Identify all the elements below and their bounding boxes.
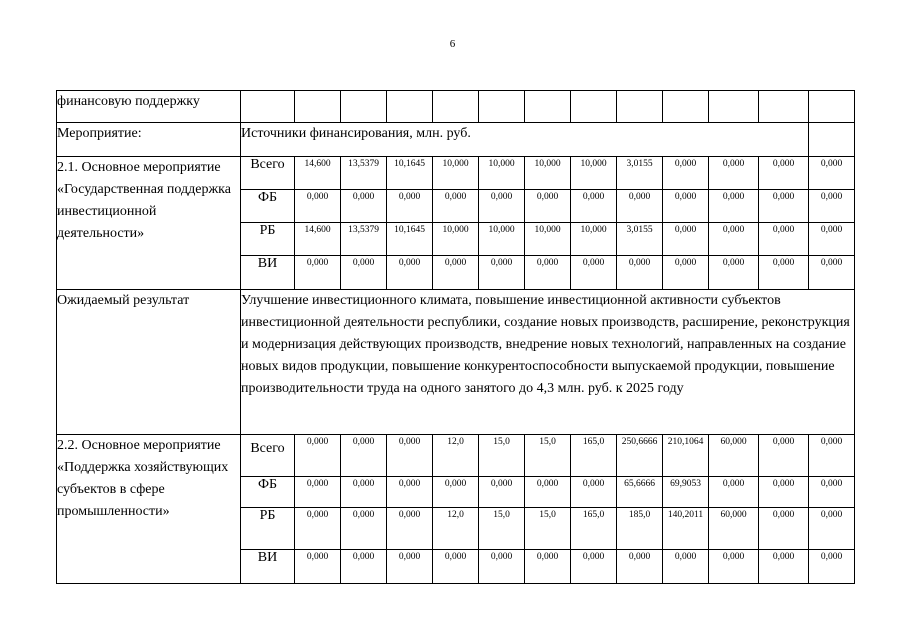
value-cell: 0,000: [341, 190, 387, 223]
measure-1-title: 2.1. Основное мероприятие «Государственная поддержка инвестиционной деятельности»: [57, 157, 241, 290]
value-cell: 10,000: [479, 223, 525, 256]
value-cell: 165,0: [571, 508, 617, 550]
empty-cell: [341, 91, 387, 123]
value-cell: 0,000: [387, 190, 433, 223]
value-cell: 0,000: [387, 477, 433, 508]
value-cell: 0,000: [525, 256, 571, 290]
funding-code: Всего: [241, 157, 295, 190]
value-cell: 10,000: [571, 223, 617, 256]
value-cell: 0,000: [341, 508, 387, 550]
value-cell: 0,000: [663, 550, 709, 584]
empty-cell: [295, 91, 341, 123]
value-cell: 0,000: [571, 256, 617, 290]
value-cell: 0,000: [809, 190, 855, 223]
empty-cell: [759, 91, 809, 123]
value-cell: 0,000: [663, 256, 709, 290]
program-table: [56, 90, 855, 584]
value-cell: 10,000: [433, 157, 479, 190]
empty-cell: [809, 91, 855, 123]
value-cell: 0,000: [295, 256, 341, 290]
value-cell: 0,000: [663, 190, 709, 223]
value-cell: 0,000: [295, 550, 341, 584]
empty-cell: [617, 91, 663, 123]
empty-cell: [387, 91, 433, 123]
support-label: финансовую поддержку: [57, 91, 241, 123]
value-cell: 0,000: [295, 190, 341, 223]
value-cell: 140,2011: [663, 508, 709, 550]
value-cell: 0,000: [433, 477, 479, 508]
value-cell: 65,6666: [617, 477, 663, 508]
value-cell: 0,000: [759, 256, 809, 290]
page-number: 6: [449, 38, 456, 50]
value-cell: 0,000: [479, 190, 525, 223]
empty-cell: [709, 91, 759, 123]
value-cell: 0,000: [759, 223, 809, 256]
value-cell: 0,000: [387, 256, 433, 290]
funding-code: ВИ: [241, 256, 295, 290]
value-cell: 165,0: [571, 435, 617, 477]
funding-code: ВИ: [241, 550, 295, 584]
value-cell: 0,000: [341, 256, 387, 290]
value-cell: 0,000: [571, 477, 617, 508]
value-cell: 3,0155: [617, 223, 663, 256]
value-cell: 0,000: [341, 435, 387, 477]
value-cell: 10,000: [525, 223, 571, 256]
value-cell: 0,000: [663, 157, 709, 190]
empty-cell: [241, 91, 295, 123]
value-cell: 10,000: [571, 157, 617, 190]
value-cell: 0,000: [709, 550, 759, 584]
value-cell: 0,000: [809, 477, 855, 508]
value-cell: 0,000: [759, 190, 809, 223]
funding-sources-heading: Источники финансирования, млн. руб.: [241, 123, 809, 157]
measure-2-row-total: [57, 435, 855, 477]
value-cell: 0,000: [479, 477, 525, 508]
value-cell: 14,600: [295, 223, 341, 256]
funding-code: РБ: [241, 508, 295, 550]
empty-cell: [571, 91, 617, 123]
value-cell: 3,0155: [617, 157, 663, 190]
value-cell: 0,000: [709, 190, 759, 223]
value-cell: 0,000: [433, 256, 479, 290]
value-cell: 0,000: [295, 435, 341, 477]
value-cell: 0,000: [341, 550, 387, 584]
value-cell: 15,0: [525, 508, 571, 550]
value-cell: 0,000: [809, 435, 855, 477]
empty-cell: [479, 91, 525, 123]
value-cell: 0,000: [387, 435, 433, 477]
value-cell: 0,000: [759, 435, 809, 477]
value-cell: 15,0: [479, 508, 525, 550]
value-cell: 0,000: [809, 550, 855, 584]
funding-code: ФБ: [241, 477, 295, 508]
value-cell: 0,000: [759, 157, 809, 190]
value-cell: 210,1064: [663, 435, 709, 477]
funding-code: Всего: [241, 435, 295, 477]
value-cell: 10,1645: [387, 223, 433, 256]
value-cell: 0,000: [617, 190, 663, 223]
value-cell: 0,000: [433, 550, 479, 584]
value-cell: 60,000: [709, 508, 759, 550]
activity-label: Мероприятие:: [57, 123, 241, 157]
value-cell: 0,000: [433, 190, 479, 223]
value-cell: 0,000: [759, 550, 809, 584]
value-cell: 250,6666: [617, 435, 663, 477]
value-cell: 12,0: [433, 435, 479, 477]
value-cell: 0,000: [709, 477, 759, 508]
value-cell: 0,000: [759, 477, 809, 508]
value-cell: 0,000: [571, 550, 617, 584]
value-cell: 0,000: [709, 157, 759, 190]
value-cell: 13,5379: [341, 157, 387, 190]
empty-cell: [433, 91, 479, 123]
expected-result-label: Ожидаемый результат: [57, 290, 241, 435]
value-cell: 0,000: [759, 508, 809, 550]
value-cell: 0,000: [709, 256, 759, 290]
value-cell: 0,000: [341, 477, 387, 508]
value-cell: 60,000: [709, 435, 759, 477]
value-cell: 13,5379: [341, 223, 387, 256]
value-cell: 0,000: [709, 223, 759, 256]
value-cell: 185,0: [617, 508, 663, 550]
value-cell: 15,0: [479, 435, 525, 477]
value-cell: 0,000: [525, 550, 571, 584]
value-cell: 0,000: [295, 508, 341, 550]
funding-code: ФБ: [241, 190, 295, 223]
value-cell: 10,000: [479, 157, 525, 190]
activity-row: [57, 123, 855, 157]
value-cell: 0,000: [479, 256, 525, 290]
value-cell: 10,000: [433, 223, 479, 256]
value-cell: 0,000: [525, 477, 571, 508]
value-cell: 10,1645: [387, 157, 433, 190]
value-cell: 0,000: [617, 256, 663, 290]
value-cell: 12,0: [433, 508, 479, 550]
value-cell: 0,000: [809, 223, 855, 256]
empty-cell: [525, 91, 571, 123]
empty-cell: [663, 91, 709, 123]
measure-1-row-total: [57, 157, 855, 190]
value-cell: 69,9053: [663, 477, 709, 508]
expected-result-text: Улучшение инвестиционного климата, повышение инвестиционной активности субъектов инвестиционной деятельности республики, создание новых производств, расширение, реконструкция и модернизация действующих производств, внедрение новых технологий, направленных на создание новых видов продукции, повышение конкурентоспособности выпускаемой продукции, повышение производительности труда на одного занятого до 4,3 млн. руб. к 2025 году: [241, 290, 855, 435]
value-cell: 0,000: [387, 508, 433, 550]
support-row: [57, 91, 855, 123]
value-cell: 14,600: [295, 157, 341, 190]
value-cell: 0,000: [525, 190, 571, 223]
empty-cell: [809, 123, 855, 157]
value-cell: 0,000: [809, 157, 855, 190]
value-cell: 0,000: [617, 550, 663, 584]
value-cell: 0,000: [571, 190, 617, 223]
value-cell: 0,000: [387, 550, 433, 584]
value-cell: 0,000: [663, 223, 709, 256]
value-cell: 10,000: [525, 157, 571, 190]
value-cell: 0,000: [809, 508, 855, 550]
value-cell: 15,0: [525, 435, 571, 477]
measure-2-title: 2.2. Основное мероприятие «Поддержка хозяйствующих субъектов в сфере промышленности»: [57, 435, 241, 584]
value-cell: 0,000: [295, 477, 341, 508]
expected-result-row: [57, 290, 855, 435]
value-cell: 0,000: [809, 256, 855, 290]
value-cell: 0,000: [479, 550, 525, 584]
funding-code: РБ: [241, 223, 295, 256]
